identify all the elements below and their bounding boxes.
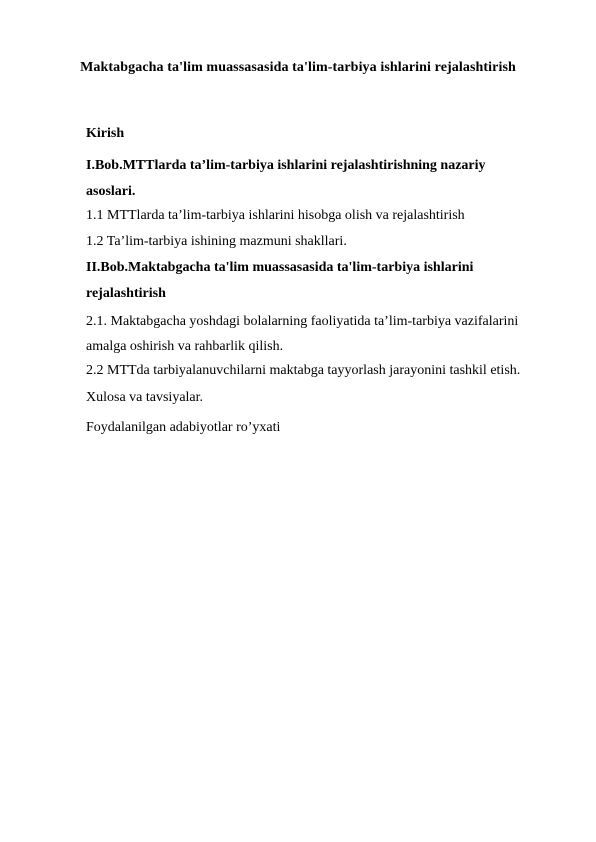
toc-section-2-2: 2.2 MTTda tarbiyalanuvchilarni maktabga tayyorlash jarayonini tashkil etish. — [86, 363, 521, 378]
toc-chapter-2-line-2: rejalashtirish — [86, 286, 166, 301]
toc-conclusion: Xulosa va tavsiyalar. — [86, 390, 204, 405]
toc-bibliography: Foydalanilgan adabiyotlar ro’yxati — [86, 420, 281, 435]
toc-section-1-2: 1.2 Ta’lim-tarbiya ishining mazmuni shakllari. — [86, 234, 347, 249]
toc-chapter-2-line-1: II.Bob.Maktabgacha ta'lim muassasasida ta'lim-tarbiya ishlarini — [86, 260, 474, 275]
document-title: Maktabgacha ta'lim muassasasida ta'lim-tarbiya ishlarini rejalashtirish — [80, 60, 516, 75]
toc-chapter-1-line-2: asoslari. — [86, 184, 136, 199]
toc-section-2-1-line-2: amalga oshirish va rahbarlik qilish. — [86, 339, 284, 354]
toc-section-2-1-line-1: 2.1. Maktabgacha yoshdagi bolalarning faoliyatida ta’lim-tarbiya vazifalarini — [86, 314, 519, 329]
toc-intro: Kirish — [86, 126, 125, 141]
toc-chapter-1-line-1: I.Bob.MTTlarda ta’lim-tarbiya ishlarini rejalashtirishning nazariy — [86, 158, 486, 173]
toc-section-1-1: 1.1 MTTlarda ta’lim-tarbiya ishlarini hisobga olish va rejalashtirish — [86, 208, 465, 223]
